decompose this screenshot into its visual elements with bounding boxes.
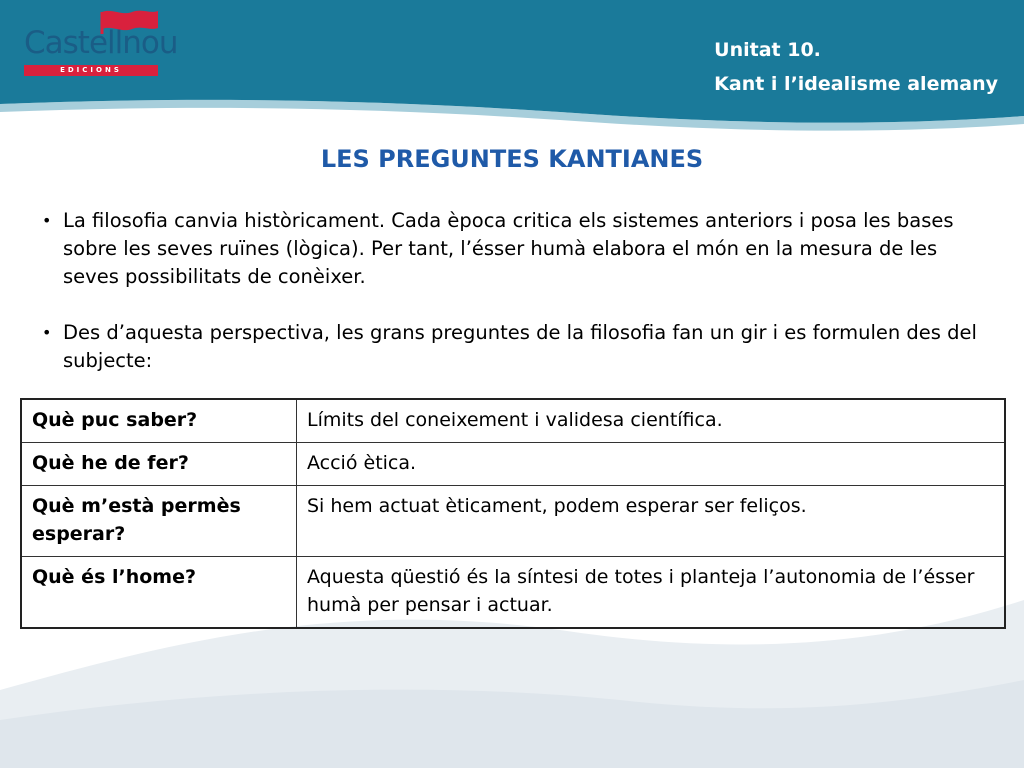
bullet-list [38,207,988,403]
castellnou-logo [22,8,178,78]
answer-cell: Aquesta qüestió és la síntesi de totes i planteja l’autonomia de l’ésser humà per pensar i actuar. [297,557,1006,629]
question-cell: Què és l’home? [21,557,297,629]
bullet-item: • La filosofia canvia històricament. Cada època critica els sistemes anteriors i posa les bases sobre les seves ruïnes (lògica). Per tant, l’ésser humà elabora el món en la mesura de les seves possibilitats de conèixer. [38,207,988,291]
table-row [21,443,1005,486]
logo-subtitle: EDICIONS [24,65,158,76]
question-cell: Què he de fer? [21,443,297,486]
question-cell: Què m’està permès esperar? [21,486,297,557]
answer-cell: Acció ètica. [297,443,1006,486]
bullet-item: • Des d’aquesta perspectiva, les grans preguntes de la filosofia fan un gir i es formulen des del subjecte: [38,319,988,375]
question-cell: Què puc saber? [21,399,297,443]
header-unit-info [714,33,998,101]
answer-cell: Si hem actuat èticament, podem esperar ser feliços. [297,486,1006,557]
kantian-questions-table [20,398,1006,629]
table-row [21,486,1005,557]
unit-subtitle: Kant i l’idealisme alemany [714,73,998,95]
unit-label: Unitat 10. [714,39,821,61]
answer-cell: Límits del coneixement i validesa científica. [297,399,1006,443]
logo-wordmark: Castellnou [24,25,178,61]
page-title: LES PREGUNTES KANTIANES [320,145,704,173]
table-row [21,557,1005,629]
table-row [21,399,1005,443]
